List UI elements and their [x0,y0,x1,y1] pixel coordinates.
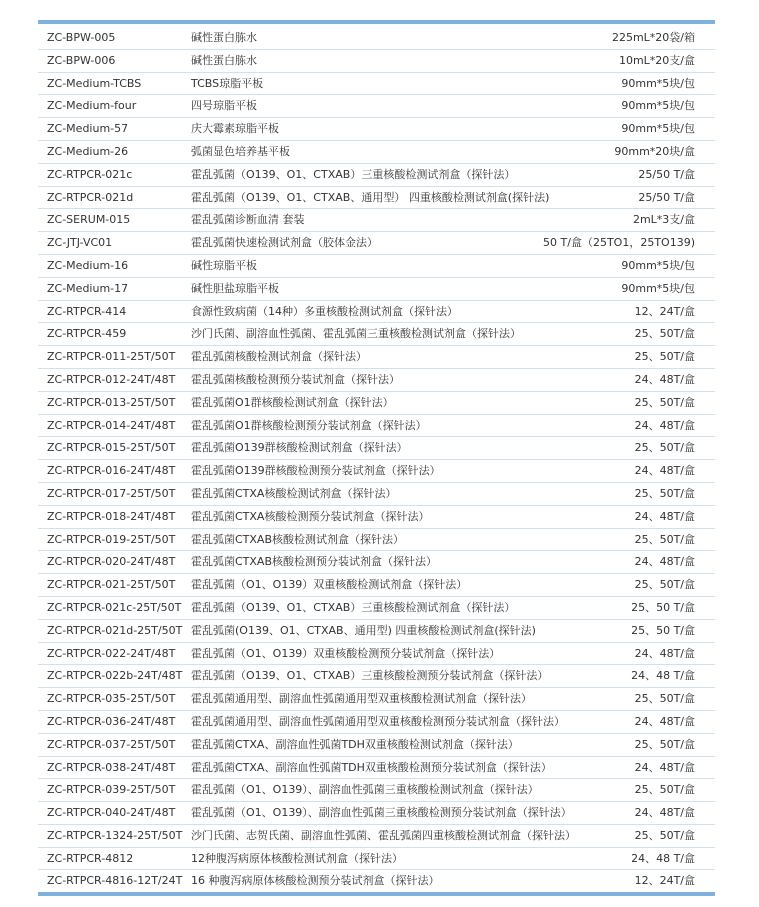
product-spec-cell: 50 T/盒（25TO1，25TO139) [543,236,695,250]
product-spec-cell: 90mm*5块/包 [621,76,695,90]
product-name-cell: 霍乱弧菌（O139、O1、CTXAB）三重核酸检测试剂盒（探针法） [191,600,516,614]
product-spec-cell: 2mL*3支/盒 [632,213,695,227]
product-name-cell: TCBS琼脂平板 [191,76,264,90]
product-code-cell: ZC-Medium-57 [47,122,129,136]
table-row [38,323,715,346]
product-name-cell: 霍乱弧菌CTXA核酸检测试剂盒（探针法） [191,486,397,500]
product-code-cell: ZC-Medium-TCBS [47,76,142,90]
product-code-cell: ZC-RTPCR-039-25T/50T [47,783,176,797]
product-spec-cell: 90mm*5块/包 [621,258,695,272]
table-row [38,301,715,324]
table-row [38,574,715,597]
product-name-cell: 四号琼脂平板 [191,99,257,113]
table-row [38,164,715,187]
product-name-cell: 碱性琼脂平板 [191,258,257,272]
table-row [38,232,715,255]
table-row [38,27,715,50]
product-spec-cell: 90mm*5块/包 [621,281,695,295]
product-spec-cell: 24、48T/盒 [634,760,695,774]
product-spec-cell: 25/50 T/盒 [638,167,695,181]
product-name-cell: 庆大霉素琼脂平板 [191,122,279,136]
table-row [38,95,715,118]
product-code-cell: ZC-RTPCR-014-24T/48T [47,418,176,432]
product-code-cell: ZC-BPW-005 [47,31,116,44]
product-code-cell: ZC-RTPCR-022b-24T/48T [47,669,183,683]
product-name-cell: 沙门氏菌、副溶血性弧菌、霍乱弧菌三重核酸检测试剂盒（探针法） [191,327,521,341]
product-name-cell: 沙门氏菌、志贺氏菌、副溶血性弧菌、霍乱弧菌四重核酸检测试剂盒（探针法） [191,828,576,842]
product-code-cell: ZC-RTPCR-016-24T/48T [47,464,176,478]
product-code-cell: ZC-RTPCR-020-24T/48T [47,555,176,569]
table-row [38,802,715,825]
table-row [38,551,715,574]
product-name-cell: 霍乱弧菌CTXAB核酸检测试剂盒（探针法） [191,532,405,546]
product-spec-cell: 24、48T/盒 [634,418,695,432]
table-row [38,187,715,210]
product-code-cell: ZC-RTPCR-021c-25T/50T [47,600,182,614]
product-code-cell: ZC-RTPCR-1324-25T/50T [47,828,183,842]
product-code-cell: ZC-RTPCR-4812 [47,851,134,865]
table-row [38,665,715,688]
product-spec-cell: 25、50T/盒 [634,486,695,500]
product-spec-cell: 25、50T/盒 [634,692,695,706]
product-code-cell: ZC-RTPCR-414 [47,304,127,318]
table-row [38,278,715,301]
product-name-cell: 霍乱弧菌快速检测试剂盒（胶体金法） [191,236,378,250]
product-spec-cell: 12、24T/盒 [634,874,695,888]
product-name-cell: 16 种腹泻病原体核酸检测预分装试剂盒（探针法） [191,874,440,888]
product-code-cell: ZC-RTPCR-011-25T/50T [47,350,176,364]
product-spec-cell: 24、48T/盒 [634,464,695,478]
product-code-cell: ZC-RTPCR-021-25T/50T [47,578,176,592]
product-spec-cell: 25、50T/盒 [634,737,695,751]
table-row [38,346,715,369]
product-spec-cell: 225mL*20袋/箱 [611,31,695,44]
table-row [38,483,715,506]
product-spec-cell: 24、48 T/盒 [631,851,695,865]
product-name-cell: 碱性蛋白胨水 [191,31,257,44]
product-name-cell: 碱性蛋白胨水 [191,53,257,67]
table-row [38,597,715,620]
product-code-cell: ZC-RTPCR-015-25T/50T [47,441,176,455]
product-spec-cell: 12、24T/盒 [634,304,695,318]
product-code-cell: ZC-RTPCR-038-24T/48T [47,760,176,774]
table-row [38,141,715,164]
table-row [38,415,715,438]
product-spec-cell: 25、50 T/盒 [631,600,695,614]
table-row [38,825,715,848]
product-spec-cell: 25、50T/盒 [634,828,695,842]
product-spec-cell: 25、50T/盒 [634,578,695,592]
product-name-cell: 霍乱弧菌（O1、O139）双重核酸检测试剂盒（探针法） [191,578,468,592]
product-name-cell: 霍乱弧菌（O1、O139）、副溶血性弧菌三重核酸检测试剂盒（探针法） [191,783,539,797]
product-code-cell: ZC-BPW-006 [47,53,116,67]
product-name-cell: 弧菌显色培养基平板 [191,144,290,158]
product-code-cell: ZC-SERUM-015 [47,213,131,227]
product-spec-cell: 24、48T/盒 [634,509,695,523]
product-spec-cell: 90mm*20块/盒 [614,144,695,158]
product-name-cell: 霍乱弧菌CTXAB核酸检测预分装试剂盒（探针法） [191,555,438,569]
product-code-cell: ZC-Medium-17 [47,281,129,295]
table-row [38,757,715,780]
table-row [38,392,715,415]
product-name-cell: 霍乱弧菌（O1、O139）双重核酸检测预分装试剂盒（探针法） [191,646,501,660]
product-spec-cell: 24、48 T/盒 [631,669,695,683]
product-code-cell: ZC-RTPCR-019-25T/50T [47,532,176,546]
product-name-cell: 霍乱弧菌CTXA、副溶血性弧菌TDH双重核酸检测预分装试剂盒（探针法） [191,760,552,774]
table-row [38,50,715,73]
product-code-cell: ZC-RTPCR-040-24T/48T [47,806,176,820]
product-code-cell: ZC-JTJ-VC01 [47,236,113,250]
product-table [38,27,715,893]
table-row [38,369,715,392]
product-code-cell: ZC-RTPCR-459 [47,327,127,341]
product-name-cell: 霍乱弧菌（O139、O1、CTXAB）三重核酸检测试剂盒（探针法） [191,167,516,181]
table-row [38,643,715,666]
product-spec-cell: 90mm*5块/包 [621,99,695,113]
product-code-cell: ZC-RTPCR-021c [47,167,133,181]
product-spec-cell: 25、50T/盒 [634,395,695,409]
product-code-cell: ZC-RTPCR-017-25T/50T [47,486,176,500]
product-name-cell: 霍乱弧菌O1群核酸检测试剂盒（探针法） [191,395,394,409]
table-row [38,209,715,232]
product-spec-cell: 25、50T/盒 [634,441,695,455]
product-code-cell: ZC-RTPCR-4816-12T/24T [47,874,183,888]
product-code-cell: ZC-RTPCR-012-24T/48T [47,372,176,386]
product-name-cell: 12种腹泻病原体核酸检测试剂盒（探针法） [191,851,403,865]
table-top-rule [38,20,715,24]
product-spec-cell: 90mm*5块/包 [621,122,695,136]
product-code-cell: ZC-Medium-16 [47,258,129,272]
product-spec-cell: 10mL*20支/盒 [618,53,695,67]
product-code-cell: ZC-RTPCR-037-25T/50T [47,737,176,751]
product-spec-cell: 24、48T/盒 [634,372,695,386]
product-spec-cell: 25、50T/盒 [634,327,695,341]
product-spec-cell: 24、48T/盒 [634,714,695,728]
product-code-cell: ZC-RTPCR-035-25T/50T [47,692,176,706]
table-row [38,118,715,141]
product-name-cell: 霍乱弧菌（O1、O139）、副溶血性弧菌三重核酸检测预分装试剂盒（探针法） [191,806,572,820]
product-name-cell: 霍乱弧菌CTXA、副溶血性弧菌TDH双重核酸检测试剂盒（探针法） [191,737,519,751]
product-name-cell: 霍乱弧菌CTXA核酸检测预分装试剂盒（探针法） [191,509,430,523]
product-name-cell: 霍乱弧菌(O139、O1、CTXAB、通用型) 四重核酸检测试剂盒(探针法) [191,623,536,637]
table-row [38,529,715,552]
product-spec-cell: 25、50T/盒 [634,783,695,797]
table-row [38,620,715,643]
product-code-cell: ZC-Medium-four [47,99,137,113]
product-code-cell: ZC-RTPCR-018-24T/48T [47,509,176,523]
product-code-cell: ZC-RTPCR-021d-25T/50T [47,623,183,637]
table-row [38,460,715,483]
product-spec-cell: 24、48T/盒 [634,646,695,660]
product-code-cell: ZC-Medium-26 [47,144,129,158]
product-spec-cell: 24、48T/盒 [634,555,695,569]
table-row [38,870,715,893]
table-row [38,734,715,757]
table-bottom-rule [38,892,715,896]
product-name-cell: 食源性致病菌（14种）多重核酸检测试剂盒（探针法） [191,304,458,318]
product-spec-cell: 25、50T/盒 [634,532,695,546]
product-name-cell: 霍乱弧菌O1群核酸检测预分装试剂盒（探针法） [191,418,427,432]
product-name-cell: 霍乱弧菌O139群核酸检测预分装试剂盒（探针法） [191,464,441,478]
product-name-cell: 霍乱弧菌O139群核酸检测试剂盒（探针法） [191,441,408,455]
table-row [38,437,715,460]
product-name-cell: 霍乱弧菌诊断血清 套装 [191,213,305,227]
product-code-cell: ZC-RTPCR-022-24T/48T [47,646,176,660]
table-row [38,779,715,802]
product-name-cell: 霍乱弧菌（O139、O1、CTXAB）三重核酸检测预分装试剂盒（探针法） [191,669,549,683]
product-name-cell: 霍乱弧菌核酸检测试剂盒（探针法） [191,350,367,364]
table-row [38,506,715,529]
product-code-cell: ZC-RTPCR-021d [47,190,134,204]
product-spec-cell: 24、48T/盒 [634,806,695,820]
table-row [38,711,715,734]
product-spec-cell: 25、50T/盒 [634,350,695,364]
table-row [38,255,715,278]
product-name-cell: 碱性胆盐琼脂平板 [191,281,279,295]
product-spec-cell: 25、50 T/盒 [631,623,695,637]
product-spec-cell: 25/50 T/盒 [638,190,695,204]
product-name-cell: 霍乱弧菌核酸检测预分装试剂盒（探针法） [191,372,400,386]
product-name-cell: 霍乱弧菌通用型、副溶血性弧菌通用型双重核酸检测试剂盒（探针法） [191,692,532,706]
product-code-cell: ZC-RTPCR-036-24T/48T [47,714,176,728]
table-row [38,848,715,871]
table-row [38,688,715,711]
product-name-cell: 霍乱弧菌通用型、副溶血性弧菌通用型双重核酸检测预分装试剂盒（探针法） [191,714,565,728]
product-name-cell: 霍乱弧菌（O139、O1、CTXAB、通用型） 四重核酸检测试剂盒(探针法) [191,190,550,204]
product-code-cell: ZC-RTPCR-013-25T/50T [47,395,176,409]
table-row [38,73,715,96]
